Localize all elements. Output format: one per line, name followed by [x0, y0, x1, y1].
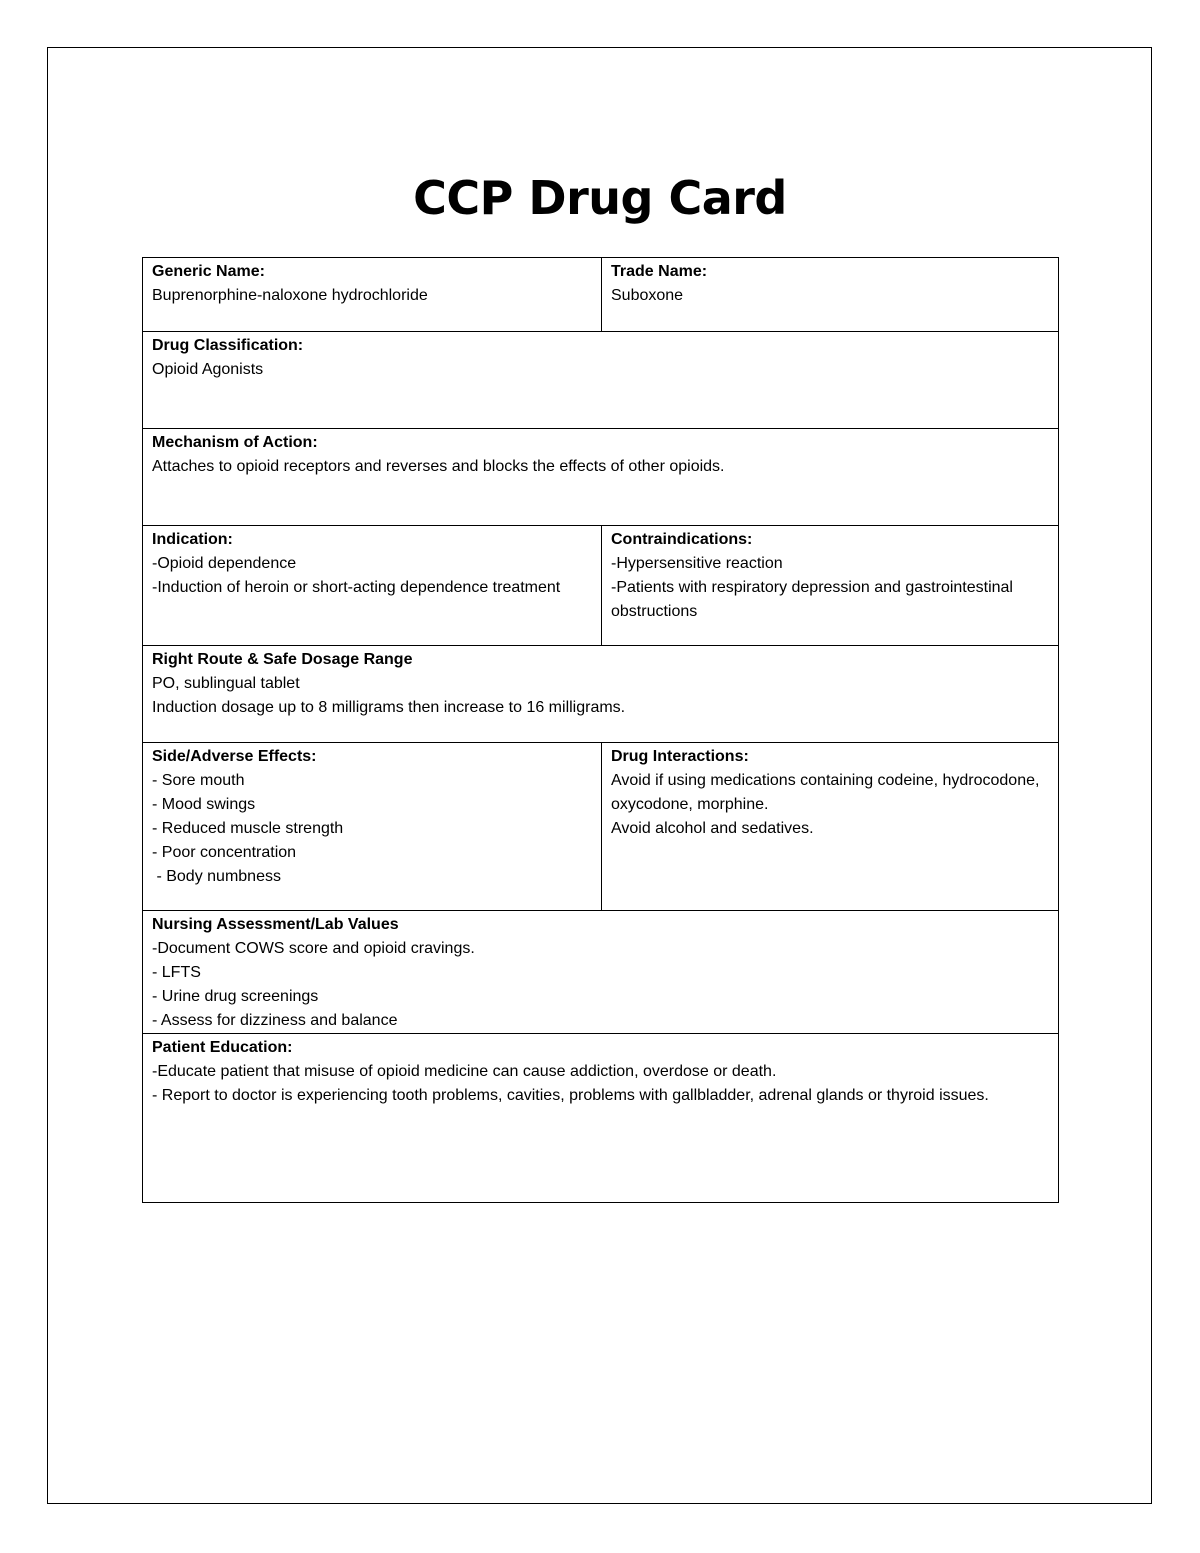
- side-effects-cell: [143, 743, 602, 911]
- row-patient-education: [143, 1034, 1059, 1203]
- generic-name-value: Buprenorphine-naloxone hydrochloride: [152, 287, 428, 304]
- patient-education-line: -Educate patient that misuse of opioid medicine can cause addiction, overdose or death.: [152, 1063, 777, 1080]
- route-dosage-line: Induction dosage up to 8 milligrams then increase to 16 milligrams.: [152, 699, 626, 716]
- trade-name-value: Suboxone: [611, 287, 684, 304]
- side-effects-line: - Poor concentration: [152, 844, 297, 861]
- side-effects-line: - Body numbness: [152, 868, 281, 885]
- side-effects-label: Side/Adverse Effects:: [152, 748, 317, 765]
- trade-name-label: Trade Name:: [611, 263, 708, 280]
- row-route-dosage: [143, 646, 1059, 743]
- drug-classification-cell: [143, 332, 1059, 429]
- contraindications-line: -Hypersensitive reaction: [611, 555, 783, 572]
- nursing-assessment-line: -Document COWS score and opioid cravings.: [152, 940, 475, 957]
- indication-line: -Opioid dependence: [152, 555, 297, 572]
- drug-interactions-label: Drug Interactions:: [611, 748, 749, 765]
- nursing-assessment-line: - Urine drug screenings: [152, 988, 319, 1005]
- route-dosage-label: Right Route & Safe Dosage Range: [152, 651, 413, 668]
- mechanism-of-action-value: Attaches to opioid receptors and reverses and blocks the effects of other opioids.: [152, 458, 725, 475]
- contraindications-line: -Patients with respiratory depression and gastrointestinal obstructions: [611, 579, 1018, 620]
- mechanism-of-action-cell: [143, 429, 1059, 526]
- nursing-assessment-cell: [143, 911, 1059, 1034]
- nursing-assessment-label: Nursing Assessment/Lab Values: [152, 916, 399, 933]
- indication-label: Indication:: [152, 531, 233, 548]
- row-indication-contraindications: [143, 526, 1059, 646]
- drug-interactions-cell: [602, 743, 1059, 911]
- drug-classification-value: Opioid Agonists: [152, 361, 264, 378]
- side-effects-line: - Mood swings: [152, 796, 256, 813]
- mechanism-of-action-label: Mechanism of Action:: [152, 434, 318, 451]
- indication-line: -Induction of heroin or short-acting dependence treatment: [152, 579, 561, 596]
- drug-interactions-line: Avoid if using medications containing codeine, hydrocodone, oxycodone, morphine.: [611, 772, 1044, 813]
- row-effects-interactions: [143, 743, 1059, 911]
- row-drug-classification: [143, 332, 1059, 429]
- side-effects-line: - Reduced muscle strength: [152, 820, 344, 837]
- route-dosage-line: PO, sublingual tablet: [152, 675, 300, 692]
- side-effects-line: - Sore mouth: [152, 772, 245, 789]
- generic-name-cell: [143, 258, 602, 332]
- row-names: [143, 258, 1059, 332]
- indication-cell: [143, 526, 602, 646]
- contraindications-cell: [602, 526, 1059, 646]
- trade-name-cell: [602, 258, 1059, 332]
- row-mechanism-of-action: [143, 429, 1059, 526]
- drug-interactions-line: Avoid alcohol and sedatives.: [611, 820, 814, 837]
- row-nursing-assessment: [143, 911, 1059, 1034]
- drug-classification-label: Drug Classification:: [152, 337, 304, 354]
- patient-education-cell: [143, 1034, 1059, 1203]
- page-title: CCP Drug Card: [413, 171, 787, 225]
- patient-education-line: - Report to doctor is experiencing tooth problems, cavities, problems with gallbladder, adrenal glands or thyroid issues.: [152, 1087, 989, 1104]
- drug-card-table: [142, 257, 1059, 1203]
- generic-name-label: Generic Name:: [152, 263, 265, 280]
- contraindications-label: Contraindications:: [611, 531, 753, 548]
- patient-education-label: Patient Education:: [152, 1039, 293, 1056]
- route-dosage-cell: [143, 646, 1059, 743]
- nursing-assessment-line: - LFTS: [152, 964, 201, 981]
- nursing-assessment-line: - Assess for dizziness and balance: [152, 1012, 398, 1029]
